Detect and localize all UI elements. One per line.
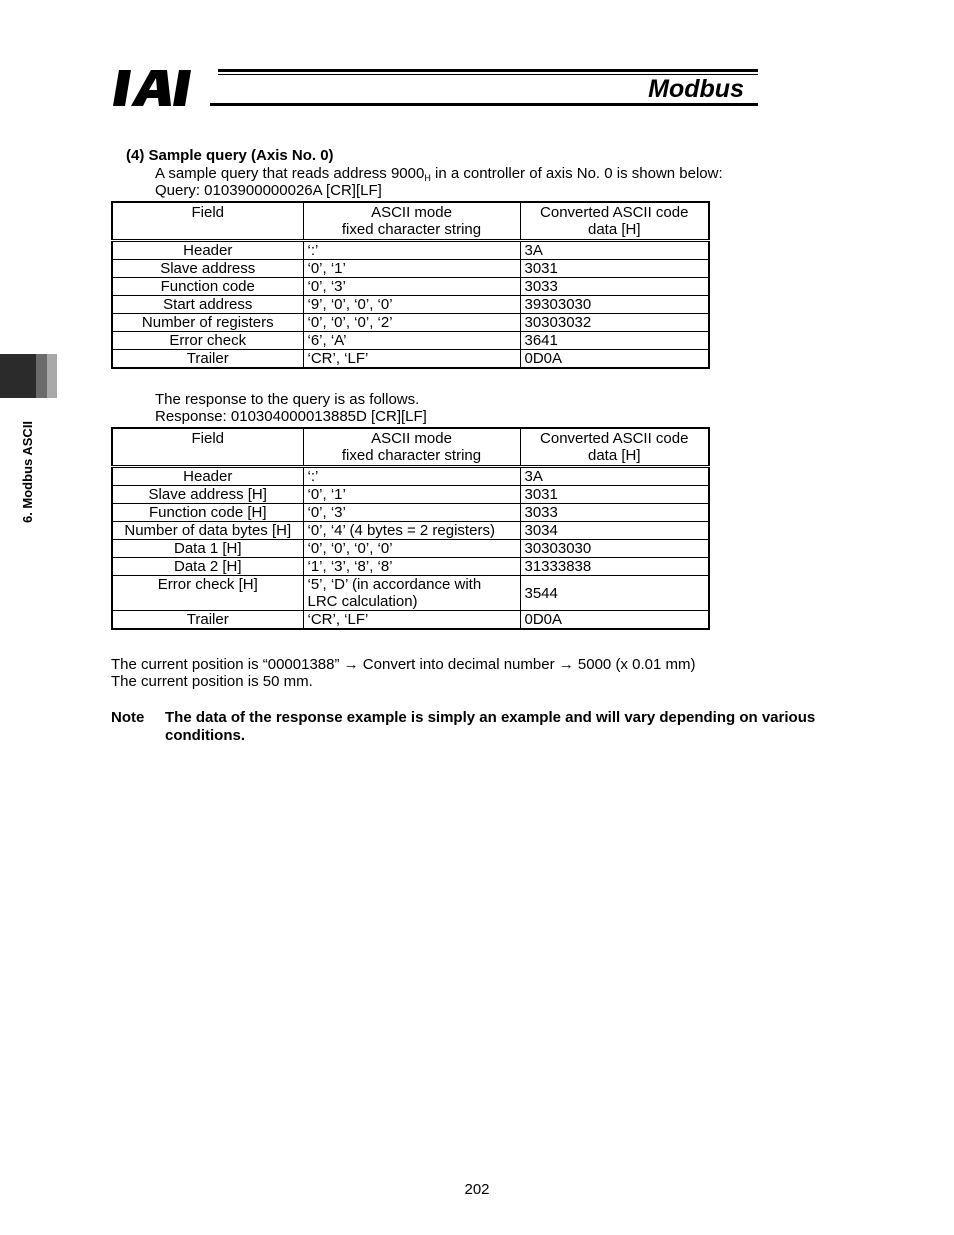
cell-code: 39303030 xyxy=(520,296,709,314)
cell-code: 3034 xyxy=(520,522,709,540)
cell-ascii: ‘6’, ‘A’ xyxy=(303,332,520,350)
section-intro: A sample query that reads address $9000_H$ in a controller of axis No. 0 is shown below: xyxy=(155,165,723,183)
table-row xyxy=(112,486,709,504)
response-intro: The response to the query is as follows. xyxy=(155,391,420,408)
cell-code: 30303032 xyxy=(520,314,709,332)
cell-code: 3033 xyxy=(520,504,709,522)
cell-ascii: ‘0’, ‘4’ (4 bytes = 2 registers) xyxy=(303,522,520,540)
response-line: Response: 010304000013885D [CR][LF] xyxy=(155,408,427,425)
cell-ascii: ‘9’, ‘0’, ‘0’, ‘0’ xyxy=(303,296,520,314)
cell-ascii: ‘:’ xyxy=(303,241,520,260)
table-row xyxy=(112,260,709,278)
response-table xyxy=(111,427,710,630)
arrow-icon: → xyxy=(343,656,359,673)
cell-field: Function code [H] xyxy=(112,504,303,522)
cell-code: 3A xyxy=(520,467,709,486)
table-row xyxy=(112,350,709,369)
col-header-converted: Converted ASCII code data [H] xyxy=(520,202,709,241)
side-tab-marker xyxy=(0,354,36,398)
cell-code: 3031 xyxy=(520,260,709,278)
cell-code: 31333838 xyxy=(520,558,709,576)
query-table xyxy=(111,201,710,369)
cell-ascii: ‘0’, ‘3’ xyxy=(303,504,520,522)
cell-code: 0D0A xyxy=(520,350,709,369)
cell-ascii: ‘5’, ‘D’ (in accordance with LRC calculation) xyxy=(303,576,520,611)
cell-ascii: ‘CR’, ‘LF’ xyxy=(303,611,520,630)
cell-field: Error check xyxy=(112,332,303,350)
cell-code: 3033 xyxy=(520,278,709,296)
cell-field: Start address xyxy=(112,296,303,314)
table-row xyxy=(112,241,709,260)
side-tab-marker-mid xyxy=(36,354,47,398)
cell-field: Trailer xyxy=(112,350,303,369)
cell-ascii: ‘0’, ‘1’ xyxy=(303,486,520,504)
section-heading: (4) Sample query (Axis No. 0) xyxy=(126,147,334,164)
col-header-ascii: ASCII mode fixed character string xyxy=(303,428,520,467)
table-row xyxy=(112,467,709,486)
page-number: 202 xyxy=(464,1181,490,1198)
cell-field: Slave address xyxy=(112,260,303,278)
cell-code: 3641 xyxy=(520,332,709,350)
col-header-converted: Converted ASCII code data [H] xyxy=(520,428,709,467)
table-row xyxy=(112,540,709,558)
cell-ascii: ‘0’, ‘3’ xyxy=(303,278,520,296)
table-row xyxy=(112,332,709,350)
cell-code: 3A xyxy=(520,241,709,260)
side-tab-marker-light xyxy=(47,354,57,398)
cell-ascii: ‘:’ xyxy=(303,467,520,486)
arrow-icon: → xyxy=(558,656,574,673)
note-text: The data of the response example is simply an example and will vary depending on various conditions. xyxy=(165,709,816,744)
current-position-conversion: The current position is “00001388” → Convert into decimal number → 5000 (x 0.01 mm) xyxy=(111,656,696,673)
cell-ascii: ‘CR’, ‘LF’ xyxy=(303,350,520,369)
cell-ascii: ‘0’, ‘0’, ‘0’, ‘2’ xyxy=(303,314,520,332)
table-row xyxy=(112,504,709,522)
cell-field: Error check [H] xyxy=(112,576,303,611)
cell-field: Slave address [H] xyxy=(112,486,303,504)
table-row xyxy=(112,314,709,332)
table-row xyxy=(112,522,709,540)
cell-code: 30303030 xyxy=(520,540,709,558)
col-header-field: Field xyxy=(112,202,303,241)
cell-code: 3544 xyxy=(520,576,709,611)
cell-field: Number of registers xyxy=(112,314,303,332)
col-header-ascii: ASCII mode fixed character string xyxy=(303,202,520,241)
table-row xyxy=(112,296,709,314)
cell-code: 0D0A xyxy=(520,611,709,630)
table-row xyxy=(112,576,709,611)
iai-logo xyxy=(113,68,213,108)
header-rule-top xyxy=(218,69,758,72)
side-chapter-label: 6. Modbus ASCII xyxy=(20,420,35,524)
cell-field: Trailer xyxy=(112,611,303,630)
query-line: Query: 0103900000026A [CR][LF] xyxy=(155,182,382,199)
table-row xyxy=(112,558,709,576)
cell-code: 3031 xyxy=(520,486,709,504)
col-header-field: Field xyxy=(112,428,303,467)
cell-field: Header xyxy=(112,467,303,486)
cell-ascii: ‘0’, ‘1’ xyxy=(303,260,520,278)
chapter-title: Modbus xyxy=(648,75,744,103)
cell-ascii: ‘1’, ‘3’, ‘8’, ‘8’ xyxy=(303,558,520,576)
cell-field: Header xyxy=(112,241,303,260)
cell-field: Number of data bytes [H] xyxy=(112,522,303,540)
cell-ascii: ‘0’, ‘0’, ‘0’, ‘0’ xyxy=(303,540,520,558)
table-row xyxy=(112,611,709,630)
table-header-row xyxy=(112,202,709,241)
cell-field: Function code xyxy=(112,278,303,296)
current-position-mm: The current position is 50 mm. xyxy=(111,673,313,690)
cell-field: Data 2 [H] xyxy=(112,558,303,576)
table-row xyxy=(112,278,709,296)
cell-field: Data 1 [H] xyxy=(112,540,303,558)
note-label: Note xyxy=(111,709,145,726)
table-header-row xyxy=(112,428,709,467)
hex-subscript: H xyxy=(424,173,431,183)
